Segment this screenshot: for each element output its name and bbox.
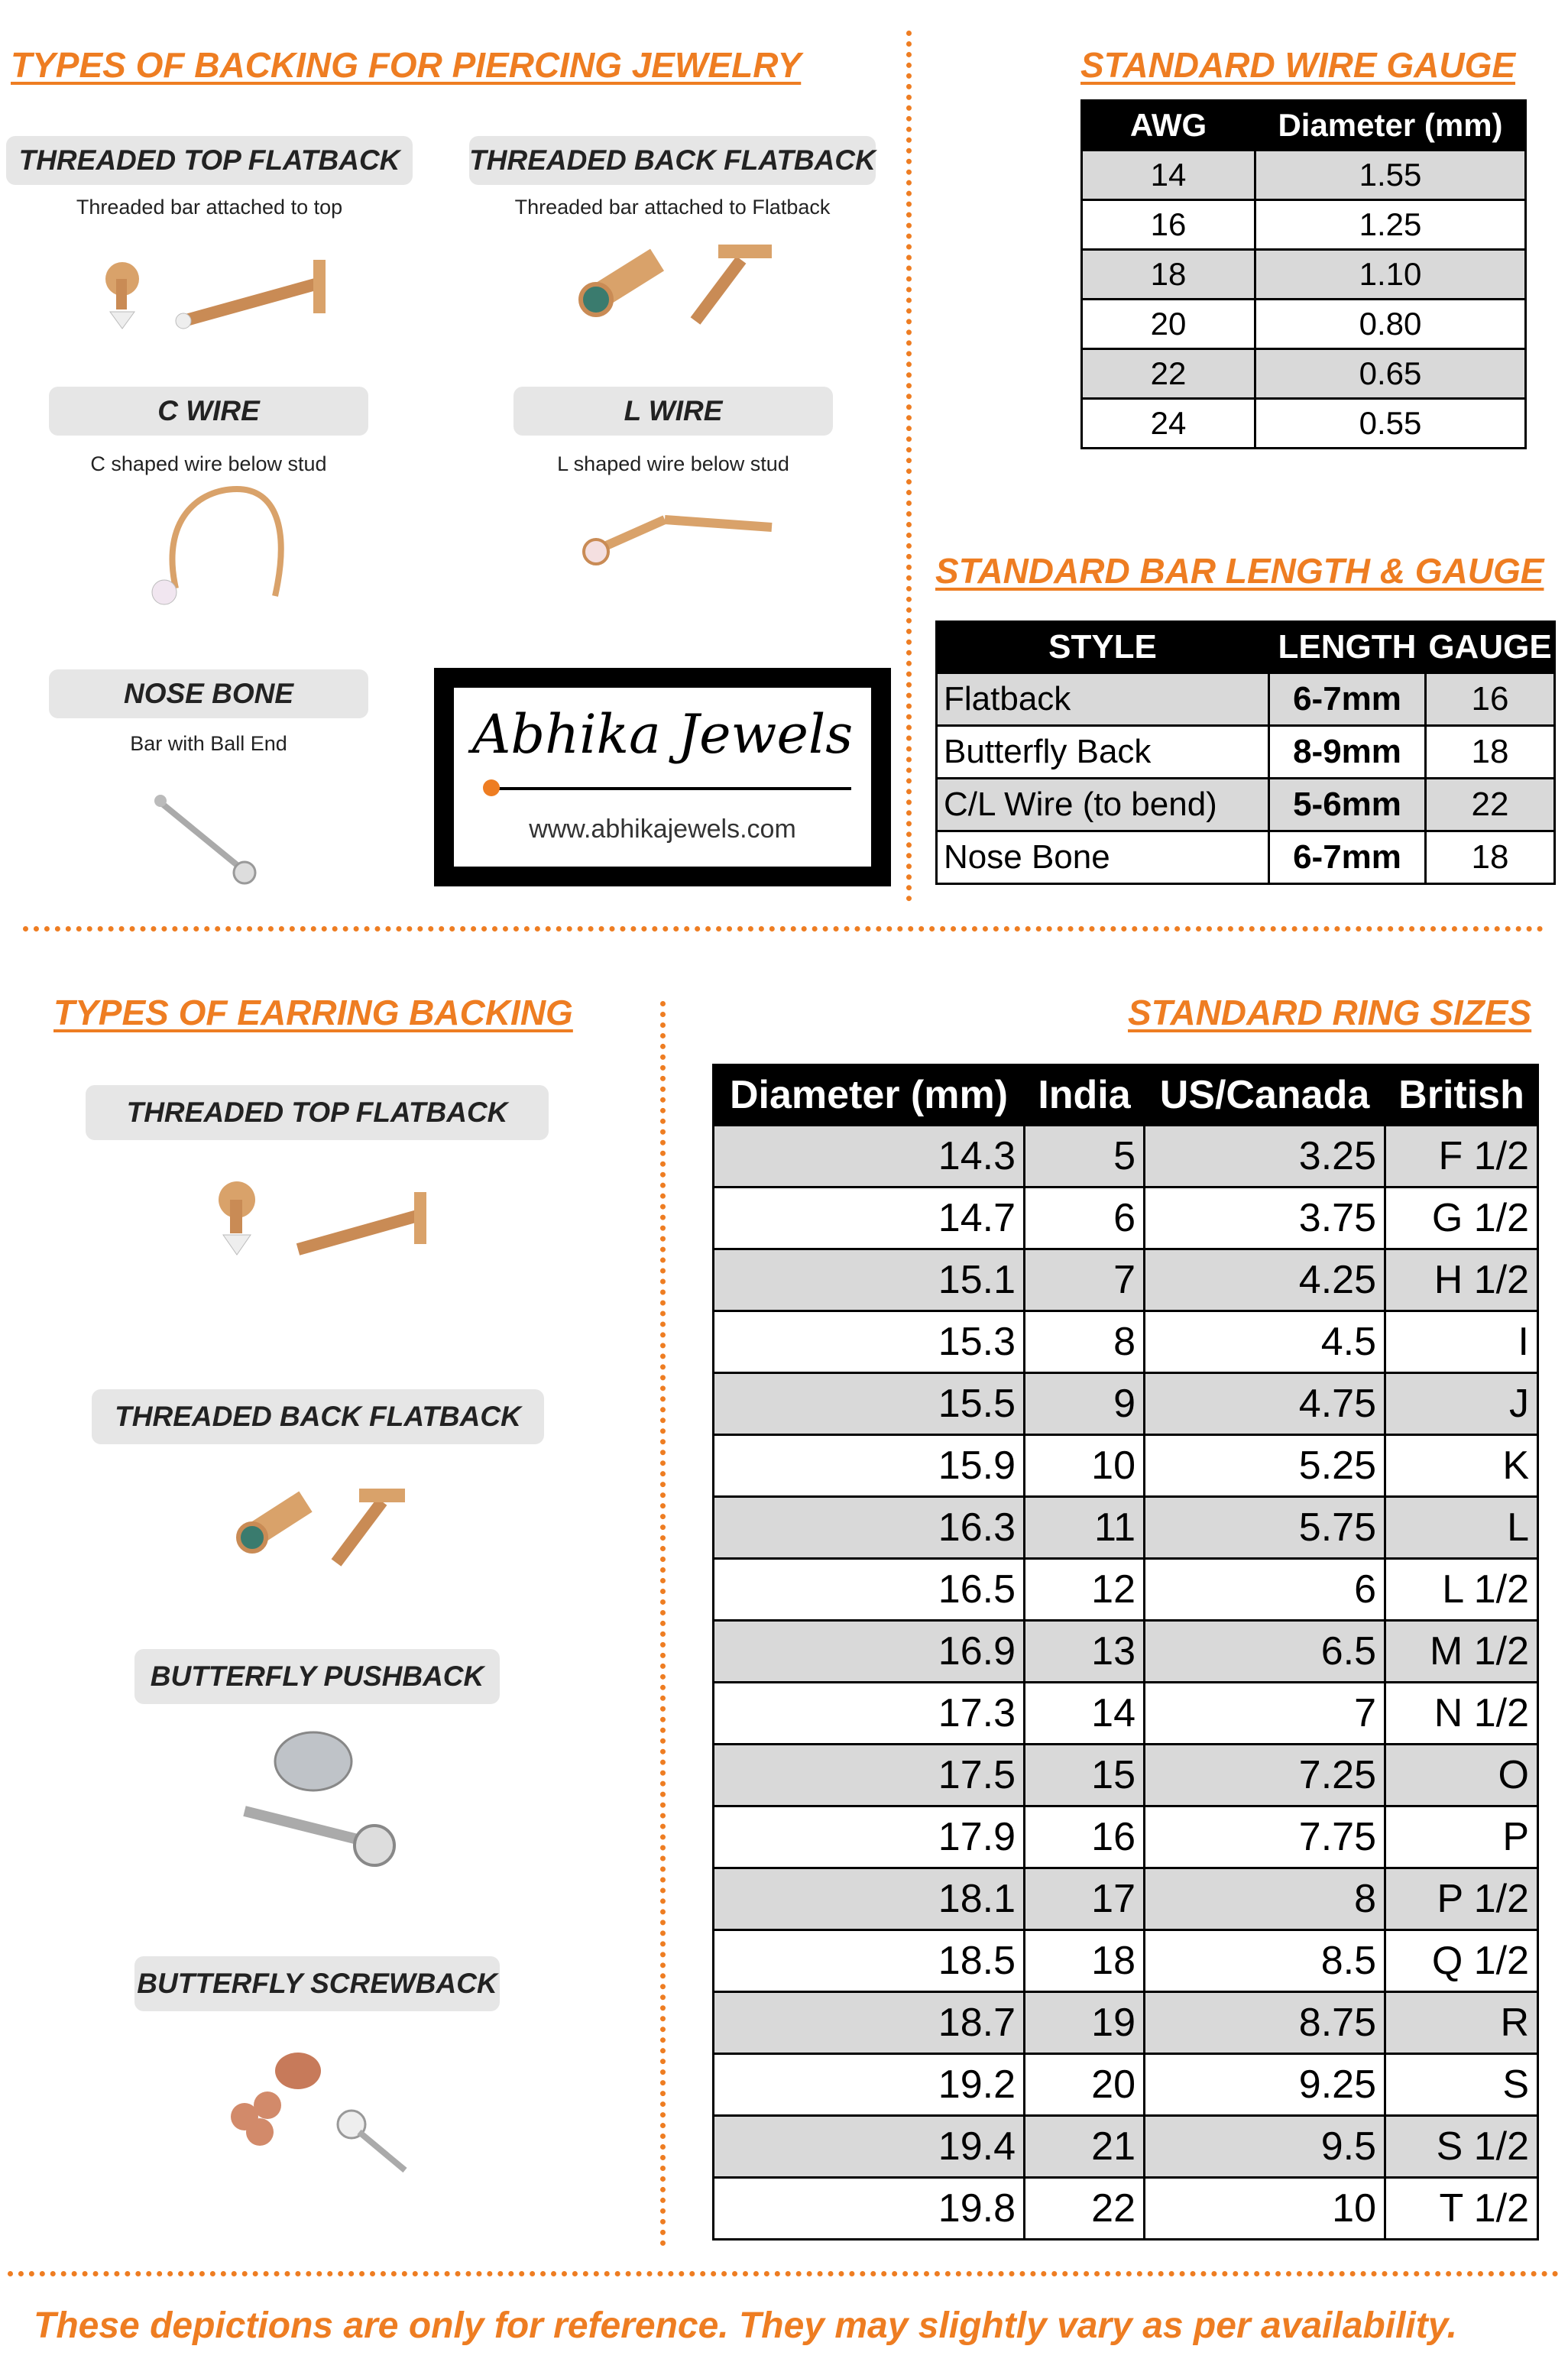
cell: 22	[1082, 349, 1255, 399]
cell: 14.3	[714, 1126, 1025, 1188]
desc-nose-bone: Bar with Ball End	[130, 732, 287, 755]
cell: M 1/2	[1385, 1621, 1538, 1683]
earring-threaded-back-image	[222, 1475, 413, 1574]
cell: Flatback	[937, 673, 1269, 726]
cell: 4.5	[1145, 1311, 1385, 1373]
table-row	[714, 1621, 1538, 1683]
ring-sizes-title: STANDARD RING SIZES	[1128, 993, 1532, 1032]
cell: 6	[1145, 1559, 1385, 1621]
ring-header-india: India	[1025, 1065, 1145, 1126]
cell: 8	[1025, 1311, 1145, 1373]
cell: 19	[1025, 1992, 1145, 2054]
cell: 8.75	[1145, 1992, 1385, 2054]
cell: 11	[1025, 1497, 1145, 1559]
butterfly-screwback-image	[199, 2033, 428, 2185]
wire-gauge-header-diameter: Diameter (mm)	[1255, 101, 1526, 151]
l-wire-image	[573, 504, 779, 581]
cell: 15	[1025, 1745, 1145, 1806]
cell: 10	[1025, 1435, 1145, 1497]
cell: J	[1385, 1373, 1538, 1435]
table-row	[714, 1745, 1538, 1806]
cell: 10	[1145, 2178, 1385, 2240]
logo-rule	[498, 787, 851, 790]
cell: 5	[1025, 1126, 1145, 1188]
table-row	[714, 1992, 1538, 2054]
table-row	[714, 1311, 1538, 1373]
table-row	[937, 726, 1555, 779]
table-row	[937, 779, 1555, 831]
cell: 7	[1145, 1683, 1385, 1745]
table-row	[937, 673, 1555, 726]
divider-vertical-bottom	[660, 1001, 666, 2247]
ring-header-us-canada: US/Canada	[1145, 1065, 1385, 1126]
cell: 22	[1025, 2178, 1145, 2240]
cell: 14	[1025, 1683, 1145, 1745]
c-wire-image	[130, 474, 313, 619]
cell: 9.25	[1145, 2054, 1385, 2116]
pill-threaded-back-flatback: THREADED BACK FLATBACK	[469, 136, 876, 185]
cell: C/L Wire (to bend)	[937, 779, 1269, 831]
cell: S	[1385, 2054, 1538, 2116]
table-row	[714, 1497, 1538, 1559]
pill-earring-threaded-top: THREADED TOP FLATBACK	[86, 1085, 549, 1140]
desc-threaded-top-flatback: Threaded bar attached to top	[76, 196, 343, 219]
cell: 18	[1025, 1930, 1145, 1992]
cell: 12	[1025, 1559, 1145, 1621]
table-row	[1082, 250, 1526, 300]
cell: 21	[1025, 2116, 1145, 2178]
table-row	[714, 1806, 1538, 1868]
table-row	[937, 831, 1555, 884]
cell: 7.75	[1145, 1806, 1385, 1868]
desc-threaded-back-flatback: Threaded bar attached to Flatback	[514, 196, 831, 219]
logo-name: Abhika Jewels	[471, 703, 854, 766]
cell: Q 1/2	[1385, 1930, 1538, 1992]
cell: 15.1	[714, 1249, 1025, 1311]
pill-earring-threaded-back: THREADED BACK FLATBACK	[92, 1389, 544, 1444]
cell: 14	[1082, 151, 1255, 200]
earring-section-title: TYPES OF EARRING BACKING	[53, 993, 573, 1032]
cell: F 1/2	[1385, 1126, 1538, 1188]
desc-l-wire: L shaped wire below stud	[557, 452, 789, 475]
bar-header-gauge: GAUGE	[1426, 622, 1555, 673]
cell: 19.4	[714, 2116, 1025, 2178]
cell: 1.55	[1255, 151, 1526, 200]
cell: 0.80	[1255, 300, 1526, 349]
bar-header-length: LENGTH	[1269, 622, 1426, 673]
cell: 18.1	[714, 1868, 1025, 1930]
cell: 17	[1025, 1868, 1145, 1930]
cell: 17.3	[714, 1683, 1025, 1745]
cell: 20	[1025, 2054, 1145, 2116]
cell: 20	[1082, 300, 1255, 349]
wire-gauge-title: STANDARD WIRE GAUGE	[1080, 45, 1516, 85]
wire-gauge-table	[1080, 99, 1527, 449]
table-row	[714, 1683, 1538, 1745]
cell: 19.8	[714, 2178, 1025, 2240]
cell: 24	[1082, 399, 1255, 449]
threaded-back-flatback-image	[565, 237, 779, 336]
desc-c-wire: C shaped wire below stud	[90, 452, 327, 475]
cell: 15.9	[714, 1435, 1025, 1497]
table-row	[714, 1126, 1538, 1188]
cell: N 1/2	[1385, 1683, 1538, 1745]
cell: 16	[1082, 200, 1255, 250]
table-row	[714, 2178, 1538, 2240]
table-row	[1082, 349, 1526, 399]
ring-sizes-table	[712, 1064, 1539, 2241]
cell: 18.5	[714, 1930, 1025, 1992]
threaded-top-flatback-image	[76, 245, 344, 336]
cell: Nose Bone	[937, 831, 1269, 884]
earring-threaded-top-image	[191, 1169, 451, 1269]
table-row	[714, 1559, 1538, 1621]
table-row	[1082, 300, 1526, 349]
cell: L 1/2	[1385, 1559, 1538, 1621]
bar-length-table	[935, 620, 1556, 885]
divider-vertical-top	[906, 31, 912, 902]
pill-l-wire: L WIRE	[513, 387, 833, 436]
divider-horizontal-middle	[23, 926, 1544, 932]
cell: Butterfly Back	[937, 726, 1269, 779]
cell: 1.25	[1255, 200, 1526, 250]
cell: 3.75	[1145, 1188, 1385, 1249]
butterfly-pushback-image	[229, 1727, 405, 1880]
pill-threaded-top-flatback: THREADED TOP FLATBACK	[6, 136, 413, 185]
table-row	[714, 1930, 1538, 1992]
cell: 9	[1025, 1373, 1145, 1435]
cell: 18.7	[714, 1992, 1025, 2054]
cell: 15.3	[714, 1311, 1025, 1373]
cell: 5-6mm	[1269, 779, 1426, 831]
ring-header-british: British	[1385, 1065, 1538, 1126]
cell: 3.25	[1145, 1126, 1385, 1188]
cell: 6	[1025, 1188, 1145, 1249]
table-row	[714, 1249, 1538, 1311]
cell: 6.5	[1145, 1621, 1385, 1683]
logo-url: www.abhikajewels.com	[529, 815, 796, 844]
piercing-section-title: TYPES OF BACKING FOR PIERCING JEWELRY	[11, 45, 802, 85]
cell: 4.25	[1145, 1249, 1385, 1311]
table-row	[714, 1373, 1538, 1435]
cell: O	[1385, 1745, 1538, 1806]
cell: 15.5	[714, 1373, 1025, 1435]
table-row	[714, 2054, 1538, 2116]
pill-butterfly-pushback: BUTTERFLY PUSHBACK	[134, 1649, 500, 1704]
cell: P	[1385, 1806, 1538, 1868]
cell: 8-9mm	[1269, 726, 1426, 779]
pill-butterfly-screwback: BUTTERFLY SCREWBACK	[134, 1956, 500, 2011]
cell: L	[1385, 1497, 1538, 1559]
cell: 17.9	[714, 1806, 1025, 1868]
cell: 4.75	[1145, 1373, 1385, 1435]
cell: 0.65	[1255, 349, 1526, 399]
wire-gauge-header-awg: AWG	[1082, 101, 1255, 151]
cell: I	[1385, 1311, 1538, 1373]
cell: 16.3	[714, 1497, 1025, 1559]
cell: 18	[1082, 250, 1255, 300]
cell: 16.5	[714, 1559, 1025, 1621]
cell: T 1/2	[1385, 2178, 1538, 2240]
cell: 1.10	[1255, 250, 1526, 300]
cell: P 1/2	[1385, 1868, 1538, 1930]
table-row	[714, 1435, 1538, 1497]
divider-horizontal-bottom	[8, 2271, 1559, 2276]
cell: 7.25	[1145, 1745, 1385, 1806]
cell: 16.9	[714, 1621, 1025, 1683]
table-row	[1082, 399, 1526, 449]
cell: 5.75	[1145, 1497, 1385, 1559]
cell: 19.2	[714, 2054, 1025, 2116]
cell: 8	[1145, 1868, 1385, 1930]
table-row	[714, 1188, 1538, 1249]
pill-nose-bone: NOSE BONE	[49, 669, 368, 718]
table-row	[714, 2116, 1538, 2178]
cell: 16	[1426, 673, 1555, 726]
ring-header-diameter: Diameter (mm)	[714, 1065, 1025, 1126]
bar-length-title: STANDARD BAR LENGTH & GAUGE	[935, 551, 1544, 591]
cell: 8.5	[1145, 1930, 1385, 1992]
bar-header-style: STYLE	[937, 622, 1269, 673]
table-row	[1082, 151, 1526, 200]
cell: G 1/2	[1385, 1188, 1538, 1249]
cell: 7	[1025, 1249, 1145, 1311]
cell: K	[1385, 1435, 1538, 1497]
cell: 0.55	[1255, 399, 1526, 449]
cell: 14.7	[714, 1188, 1025, 1249]
logo-hexagon-icon	[483, 779, 500, 796]
logo-frame	[434, 668, 891, 886]
cell: 6-7mm	[1269, 831, 1426, 884]
cell: 18	[1426, 831, 1555, 884]
cell: 5.25	[1145, 1435, 1385, 1497]
cell: H 1/2	[1385, 1249, 1538, 1311]
table-row	[1082, 200, 1526, 250]
cell: 17.5	[714, 1745, 1025, 1806]
cell: 13	[1025, 1621, 1145, 1683]
pill-c-wire: C WIRE	[49, 387, 368, 436]
footer-disclaimer: These depictions are only for reference. They may slightly vary as per availability.	[34, 2305, 1457, 2346]
table-row	[714, 1868, 1538, 1930]
cell: R	[1385, 1992, 1538, 2054]
nose-bone-image	[145, 787, 267, 886]
cell: 22	[1426, 779, 1555, 831]
cell: 18	[1426, 726, 1555, 779]
cell: S 1/2	[1385, 2116, 1538, 2178]
cell: 16	[1025, 1806, 1145, 1868]
cell: 6-7mm	[1269, 673, 1426, 726]
cell: 9.5	[1145, 2116, 1385, 2178]
